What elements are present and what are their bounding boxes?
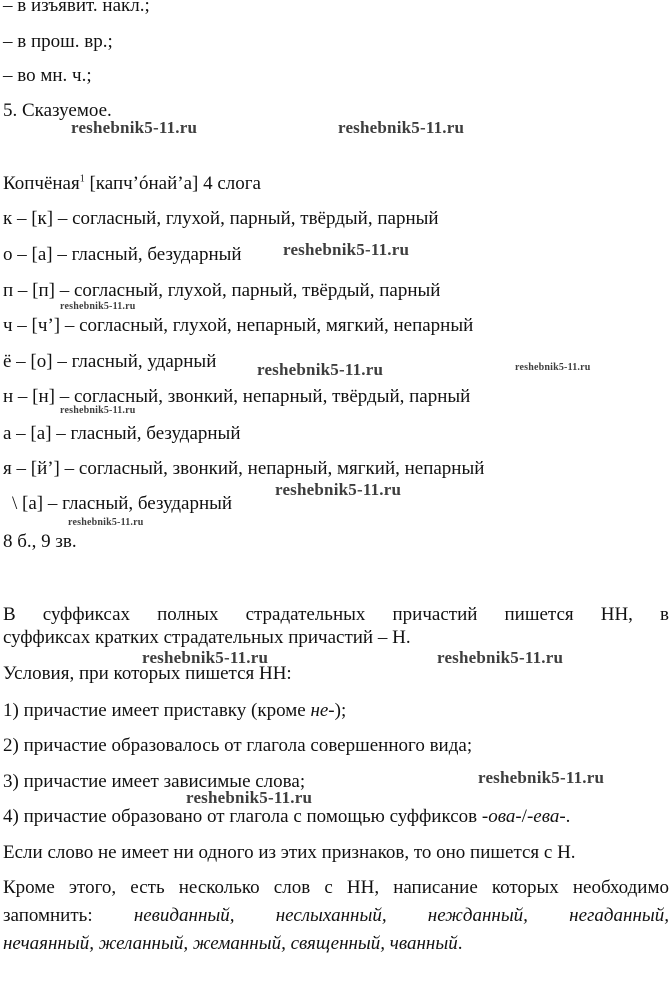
phonetic-line: п – [п] – согласный, глухой, парный, твёрдый, парный	[3, 280, 441, 301]
watermark: reshebnik5-11.ru	[142, 648, 269, 667]
watermark: reshebnik5-11.ru	[257, 360, 384, 379]
phonetic-line: \ [а] – гласный, безударный	[12, 493, 233, 514]
phonetic-line: о – [а] – гласный, безударный	[3, 244, 242, 265]
text-line: 5. Сказуемое.	[3, 100, 112, 121]
text-line: – в прош. вр.;	[3, 31, 113, 52]
text-line: – во мн. ч.;	[3, 65, 92, 86]
word-analysis-heading	[3, 172, 261, 196]
watermark: reshebnik5-11.ru	[60, 405, 136, 416]
watermark: reshebnik5-11.ru	[478, 768, 605, 787]
watermark: reshebnik5-11.ru	[71, 118, 198, 137]
watermark: reshebnik5-11.ru	[275, 480, 402, 499]
watermark: reshebnik5-11.ru	[283, 240, 410, 259]
watermark: reshebnik5-11.ru	[68, 517, 144, 528]
phonetic-line: ё – [о] – гласный, ударный	[3, 351, 217, 372]
analyzed-word: Копчёная	[3, 173, 80, 194]
rule-paragraph: суффиксах кратких страдательных причастий – Н.	[3, 627, 411, 648]
watermark: reshebnik5-11.ru	[60, 301, 136, 312]
phonetic-line: я – [й’] – согласный, звонкий, непарный, мягкий, непарный	[3, 458, 485, 479]
conditions-title: Условия, при которых пишется НН:	[3, 663, 292, 684]
condition-item: 3) причастие имеет зависимые слова;	[3, 771, 306, 792]
text-line: – в изъявит. накл.;	[3, 0, 150, 16]
rule-paragraph: В суффиксах полных страдательных причастий пишется НН, в	[3, 604, 669, 625]
phonetic-line: н – [н] – согласный, звонкий, непарный, твёрдый, парный	[3, 386, 471, 407]
else-rule: Если слово не имеет ни одного из этих признаков, то оно пишется с Н.	[3, 842, 576, 863]
phonetic-line: а – [а] – гласный, безударный	[3, 423, 241, 444]
transcription: [капч’óнай’а] 4 слога	[84, 173, 261, 194]
condition-item: 4) причастие образовано от глагола с помощью суффиксов -ова-/-ева-.	[3, 806, 571, 827]
exception-paragraph: Кроме этого, есть несколько слов с НН, написание которых необходимо	[3, 877, 669, 898]
condition-item: 2) причастие образовалось от глагола совершенного вида;	[3, 735, 473, 756]
watermark: reshebnik5-11.ru	[338, 118, 465, 137]
watermark: reshebnik5-11.ru	[515, 362, 591, 373]
condition-item: 1) причастие имеет приставку (кроме не-);	[3, 700, 347, 721]
phonetic-line: ч – [ч’] – согласный, глухой, непарный, мягкий, непарный	[3, 315, 474, 336]
watermark: reshebnik5-11.ru	[186, 788, 313, 807]
exception-paragraph: нечаянный, желанный, жеманный, священный, чванный.	[3, 933, 463, 954]
footnote-mark: 1	[79, 173, 85, 185]
exception-paragraph: запомнить: невиданный, неслыханный, нежданный, негаданный,	[3, 905, 669, 926]
watermark: reshebnik5-11.ru	[437, 648, 564, 667]
phonetic-line: к – [к] – согласный, глухой, парный, твёрдый, парный	[3, 208, 439, 229]
summary-line: 8 б., 9 зв.	[3, 531, 77, 552]
